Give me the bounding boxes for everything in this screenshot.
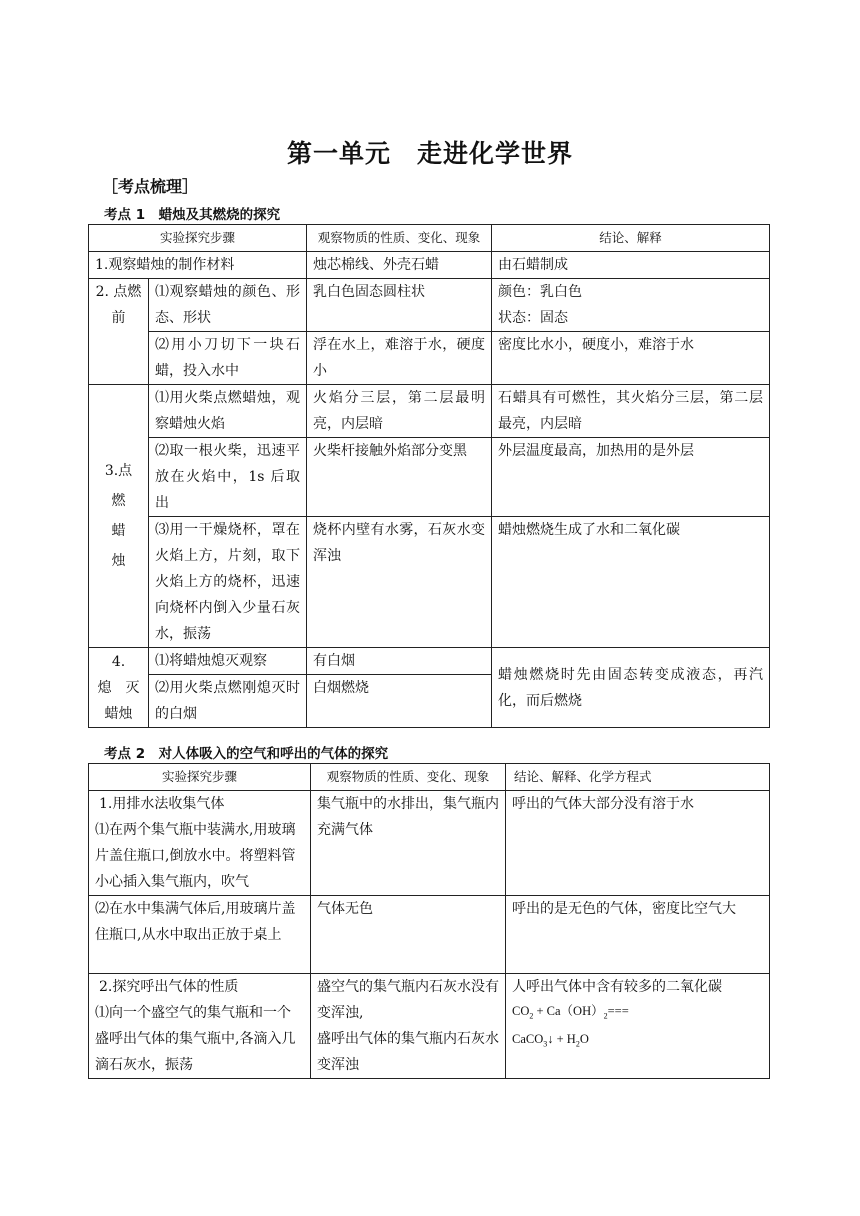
group-label-char: 燃 (111, 493, 126, 509)
formula-part: CaCO (512, 1031, 544, 1046)
conclusion-cell: 蜡烛燃烧生成了水和二氧化碳 (492, 517, 770, 648)
conclusion-cell: 密度比水小，硬度小，难溶于水 (492, 332, 770, 385)
group-label-char: 3.点 (104, 463, 133, 479)
table-row (89, 385, 770, 438)
conclusion-cell: 呼出的是无色的气体，密度比空气大 (506, 896, 770, 974)
conclusion-cell: 由石蜡制成 (492, 252, 770, 279)
group-label-before-lighting: 2. 点燃前 (89, 279, 149, 385)
group-label-char: 熄 灭 (97, 679, 140, 696)
header-steps: 实验探究步骤 (89, 764, 311, 791)
page-title: 第一单元 走进化学世界 (286, 139, 573, 168)
formula-subscript: 2 (575, 1039, 580, 1048)
table-row (89, 438, 770, 517)
formula-subscript: 2 (603, 1011, 608, 1021)
table-row (89, 517, 770, 648)
chemical-equation-line1 (512, 1000, 763, 1028)
group-label-extinguish (89, 648, 149, 728)
step-cell: 1.观察蜡烛的制作材料 (89, 252, 307, 279)
observation-cell: 有白烟 (307, 648, 492, 675)
formula-part: ↓ + H (547, 1031, 576, 1046)
group-label-char: 蜡 (111, 523, 126, 539)
formula-subscript: 3 (543, 1039, 548, 1048)
candle-experiment-table (88, 224, 770, 728)
table-row (89, 896, 770, 974)
table-header-row (89, 225, 770, 252)
breath-experiment-table (88, 763, 770, 1079)
section-heading: ［考点梳理］ (102, 177, 199, 196)
conclusion-cell (492, 279, 770, 332)
conclusion-cell: 石蜡具有可燃性，其火焰分三层，第二层最亮，内层暗 (492, 385, 770, 438)
formula-part: + Ca（OH） (533, 1004, 604, 1018)
step-detail: ⑴在两个集气瓶中装满水,用玻璃片盖住瓶口,倒放水中。将塑料管小心插入集气瓶内，吹气 (95, 822, 296, 890)
step-cell: ⑴用火柴点燃蜡烛，观察蜡烛火焰 (149, 385, 307, 438)
step-cell (89, 791, 311, 896)
observation-cell: 烧杯内壁有水雾，石灰水变浑浊 (307, 517, 492, 648)
step-detail: ⑴向一个盛空气的集气瓶和一个盛呼出气体的集气瓶中,各滴入几滴石灰水，振荡 (95, 1005, 296, 1073)
step-cell: ⑴将蜡烛熄灭观察 (149, 648, 307, 675)
table-row (89, 974, 770, 1079)
header-conclusion: 结论、解释、化学方程式 (506, 764, 770, 791)
table-row (89, 279, 770, 332)
header-observation: 观察物质的性质、变化、现象 (307, 225, 492, 252)
formula-subscript: 2 (529, 1011, 534, 1021)
conclusion-cell: 呼出的气体大部分没有溶于水 (506, 791, 770, 896)
table-row (89, 332, 770, 385)
observation-cell: 烛芯棉线、外壳石蜡 (307, 252, 492, 279)
step-cell: ⑴观察蜡烛的颜色、形态、形状 (149, 279, 307, 332)
observation-cell: 白烟燃烧 (307, 675, 492, 728)
point2-heading: 考点 2 对人体吸入的空气和呼出的气体的探究 (104, 746, 389, 762)
point1-heading: 考点 1 蜡烛及其燃烧的探究 (104, 207, 281, 223)
header-conclusion: 结论、解释 (492, 225, 770, 252)
group-label-char: 烛 (111, 553, 126, 569)
group-label-char: 4. (111, 653, 126, 670)
observation-line: 盛呼出气体的集气瓶内石灰水变浑浊 (317, 1031, 499, 1073)
table-row (89, 648, 770, 675)
conclusion-cell: 蜡烛燃烧时先由固态转变成液态，再汽化，而后燃烧 (492, 648, 770, 728)
conclusion-text: 人呼出气体中含有较多的二氧化碳 (512, 979, 722, 995)
table-row (89, 791, 770, 896)
observation-cell: 气体无色 (311, 896, 506, 974)
observation-cell (311, 974, 506, 1079)
header-steps: 实验探究步骤 (89, 225, 307, 252)
chemical-equation-line2 (512, 1028, 763, 1056)
observation-line: 盛空气的集气瓶内石灰水没有变浑浊, (317, 979, 499, 1021)
conclusion-cell (506, 974, 770, 1079)
formula-part: CO (512, 1004, 530, 1018)
step-cell: ⑵取一根火柴，迅速平放在火焰中，1s 后取出 (149, 438, 307, 517)
table-row (89, 252, 770, 279)
observation-cell: 乳白色固态圆柱状 (307, 279, 492, 332)
group-label-char: 蜡烛 (104, 705, 133, 722)
step-title: 1.用排水法收集气体 (99, 796, 225, 812)
conclusion-cell: 外层温度最高，加热用的是外层 (492, 438, 770, 517)
header-observation: 观察物质的性质、变化、现象 (311, 764, 506, 791)
step-cell: ⑶用一干燥烧杯，罩在火焰上方，片刻，取下火焰上方的烧杯，迅速向烧杯内倒入少量石灰水，振荡 (149, 517, 307, 648)
observation-cell: 火焰分三层，第二层最明亮，内层暗 (307, 385, 492, 438)
step-cell: ⑵用火柴点燃刚熄灭时的白烟 (149, 675, 307, 728)
conclusion-line: 状态：固态 (498, 310, 569, 326)
step-cell: ⑵在水中集满气体后,用玻璃片盖住瓶口,从水中取出正放于桌上 (89, 896, 311, 974)
observation-cell: 浮在水上，难溶于水，硬度小 (307, 332, 492, 385)
observation-cell: 集气瓶中的水排出，集气瓶内充满气体 (311, 791, 506, 896)
formula-part: === (607, 1004, 629, 1018)
conclusion-line: 颜色：乳白色 (498, 284, 583, 300)
observation-cell: 火柴杆接触外焰部分变黑 (307, 438, 492, 517)
formula-part: O (579, 1031, 589, 1046)
step-cell: ⑵用小刀切下一块石蜡，投入水中 (149, 332, 307, 385)
table-header-row (89, 764, 770, 791)
step-cell (89, 974, 311, 1079)
group-label-light-candle (89, 385, 149, 648)
step-title: 2.探究呼出气体的性质 (99, 979, 239, 995)
